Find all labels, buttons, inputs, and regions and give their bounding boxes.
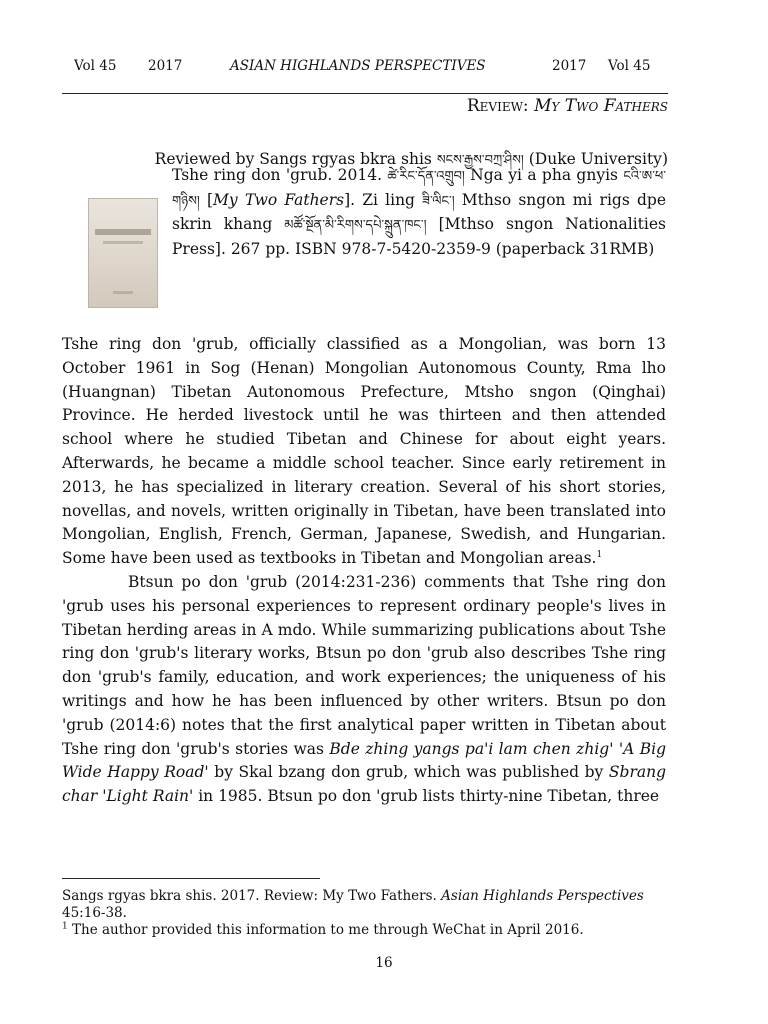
book-citation: Tshe ring don 'grub. 2014. ཚེ་རིང་དོན་འགྲུབ། Nga yi a pha gnyis ངའི་ཨ་ཕ་གཉིས། [My Two Fathers]. Zi ling ཟི་ལིང་། Mthso sngon mi rigs dpe skrin khang མཚོ་སྔོན་མི་རིགས་དཔེ་སྐྲུན་ཁང་། [Mthso sngon Nationalities Press]. 267 pp. ISBN 978-7-5420-2359-9 (paperback 31RMB) <box>172 166 666 258</box>
header-rule <box>62 93 668 94</box>
header-volume-right: Vol 45 <box>608 58 651 74</box>
reviewer-name-tibetan: སངས་རྒྱས་བཀྲ་ཤིས། <box>436 153 524 168</box>
article-citation-note: Sangs rgyas bkra shis. 2017. Review: My Two Fathers. Asian Highlands Perspectives 45:16-38. <box>62 888 644 921</box>
review-title-prefix: Review: <box>466 96 535 116</box>
citation-tibetan-title: ངའི་ཨ་ཕ་གཉིས། <box>172 169 666 209</box>
citation-english-title: My Two Fathers <box>213 190 345 209</box>
citation-tibetan-author: ཚེ་རིང་དོན་འགྲུབ། <box>387 169 465 184</box>
footnote-1: $^1$ The author provided this information to me through WeChat in April 2016. <box>62 921 584 938</box>
footnote-marker-1[interactable]: 1 <box>596 550 603 561</box>
page-number: 16 <box>375 955 393 971</box>
header-journal-title: ASIAN HIGHLANDS PERSPECTIVES <box>230 58 486 74</box>
footnotes <box>62 888 668 939</box>
body-text <box>62 333 666 809</box>
reviewer-name: Reviewed by Sangs rgyas bkra shis <box>154 150 432 168</box>
paragraph-2: Btsun po don 'grub (2014:231-236) comments that Tshe ring don 'grub uses his personal experiences to represent ordinary people's lives in Tibetan herding areas in A mdo. While summarizing publications about Tshe ring don 'grub's literary works, Btsun po don 'grub also describes Tshe ring don 'grub's family, education, and work experiences; the uniqueness of his writings and how he has been influenced by other writers. Btsun po don 'grub (2014:6) notes that the first analytical paper written in Tibetan about Tshe ring don 'grub's stories was Bde zhing yangs pa'i lam chen zhig' 'A Big Wide Happy Road' by Skal bzang don grub, which was published by Sbrang char 'Light Rain' in 1985. Btsun po don 'grub lists thirty-nine Tibetan, three <box>62 572 667 806</box>
header-year-right: 2017 <box>552 58 587 74</box>
header-volume-left: Vol 45 <box>74 58 117 74</box>
review-title <box>467 96 668 116</box>
footnote-rule <box>62 878 320 879</box>
citation-tibetan-place: ཟི་ལིང་། <box>422 193 455 209</box>
reviewer-affiliation: (Duke University) <box>528 150 668 168</box>
header-year-left: 2017 <box>148 58 183 74</box>
review-title-book: My Two Fathers <box>534 96 668 116</box>
citation-tibetan-publisher: མཚོ་སྔོན་མི་རིགས་དཔེ་སྐྲུན་ཁང་། <box>284 218 427 233</box>
running-header <box>62 58 668 78</box>
paragraph-1: Tshe ring don 'grub, officially classified as a Mongolian, was born 13 October 1961 in Sog (Henan) Mongolian Autonomous County, Rma lho (Huangnan) Tibetan Autonomous Prefecture, Mtsho sngon (Qinghai) Province. He herded livestock until he was thirteen and then attended school where he studied Tibetan and Chinese for about eight years. Afterwards, he became a middle school teacher. Since early retirement in 2013, he has specialized in literary creation. Several of his short stories, novellas, and novels, written originally in Tibetan, have been translated into Mongolian, English, French, German, Japanese, Swedish, and Hungarian. Some have been used as textbooks in Tibetan and Mongolian areas.$^1$ <box>62 335 666 568</box>
book-cover-thumbnail <box>88 198 158 308</box>
